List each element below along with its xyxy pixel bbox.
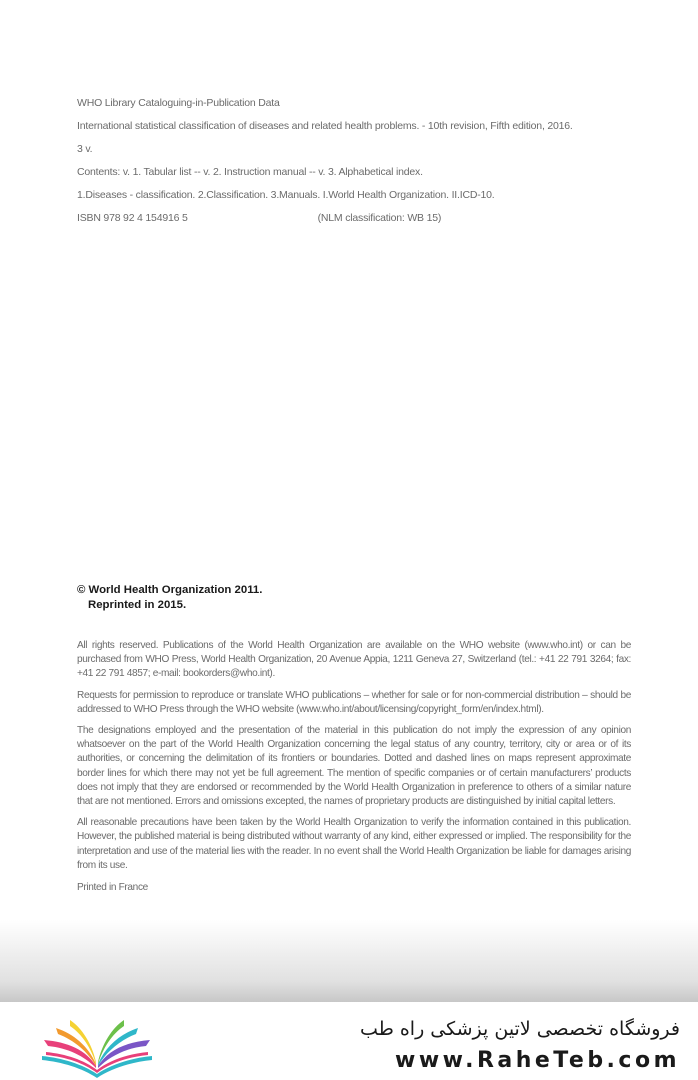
nlm-classification: (NLM classification: WB 15) (317, 212, 442, 224)
cataloguing-volumes: 3 v. (77, 143, 93, 155)
reprint-line: Reprinted in 2015. (88, 599, 187, 611)
cataloguing-subjects: 1.Diseases - classification. 2.Classification. 3.Manuals. I.World Health Organization. II.ICD-10. (77, 189, 495, 201)
cataloguing-contents: Contents: v. 1. Tabular list -- v. 2. Instruction manual -- v. 3. Alphabetical index. (77, 166, 423, 178)
designations-paragraph: The designations employed and the presentation of the material in this publication do not imply the expression of any opinion whatsoever on the part of the World Health Organization concerning the legal status of any country, territory, city or area or of its authorities, or concerning the delimitation of its frontiers or boundaries. Dotted and dashed lines on maps represent approximate border lines for which there may not yet be full agreement. The mention of specific companies or of certain manufacturers’ products does not imply that they are endorsed or recommended by the World Health Organization in preference to others of a similar nature that are not mentioned. Errors and omissions excepted, the names of proprietary products are distinguished by initial capital letters. (77, 725, 631, 808)
copyright-line: © World Health Organization 2011. (77, 584, 263, 596)
copyright-notice (77, 583, 262, 613)
open-book-rainbow-logo-icon (38, 1016, 156, 1078)
precautions-paragraph: All reasonable precautions have been taken by the World Health Organization to verify the information contained in this publication. However, the published material is being distributed without warranty of any kind, either expressed or implied. The responsibility for the interpretation and use of the material lies with the reader. In no event shall the World Health Organization be liable for damages arising from its use. (77, 817, 631, 871)
cataloguing-title: International statistical classification of diseases and related health problems. - 10th revision, Fifth edition, 2016. (77, 120, 573, 132)
permissions-paragraph: Requests for permission to reproduce or translate WHO publications – whether for sale or for non-commercial distribution – should be addressed to WHO Press through the WHO website (www.who.int/about/licensing/copyright_form/en/index.html). (77, 689, 631, 715)
store-banner (0, 1002, 698, 1080)
cataloguing-heading: WHO Library Cataloguing-in-Publication Data (77, 97, 280, 109)
printed-in-line: Printed in France (77, 882, 148, 894)
cataloguing-isbn-line (77, 211, 637, 225)
store-url-link[interactable]: www.RaheTeb.com (395, 1048, 680, 1073)
rights-paragraph: All rights reserved. Publications of the World Health Organization are available on the WHO website (www.who.int) or can be purchased from WHO Press, World Health Organization, 20 Avenue Appia, 1211 Geneva 27, Switzerland (tel.: +41 22 791 3264; fax: +41 22 791 4857; e-mail: bookorders@who.int). (77, 640, 631, 680)
isbn-number: ISBN 978 92 4 154916 5 (77, 212, 188, 224)
cataloguing-block (77, 96, 637, 234)
legal-notice (77, 639, 631, 902)
page-bottom-shadow (0, 920, 698, 1002)
store-name: فروشگاه تخصصی لاتین پزشکی راه طب (360, 1018, 680, 1040)
